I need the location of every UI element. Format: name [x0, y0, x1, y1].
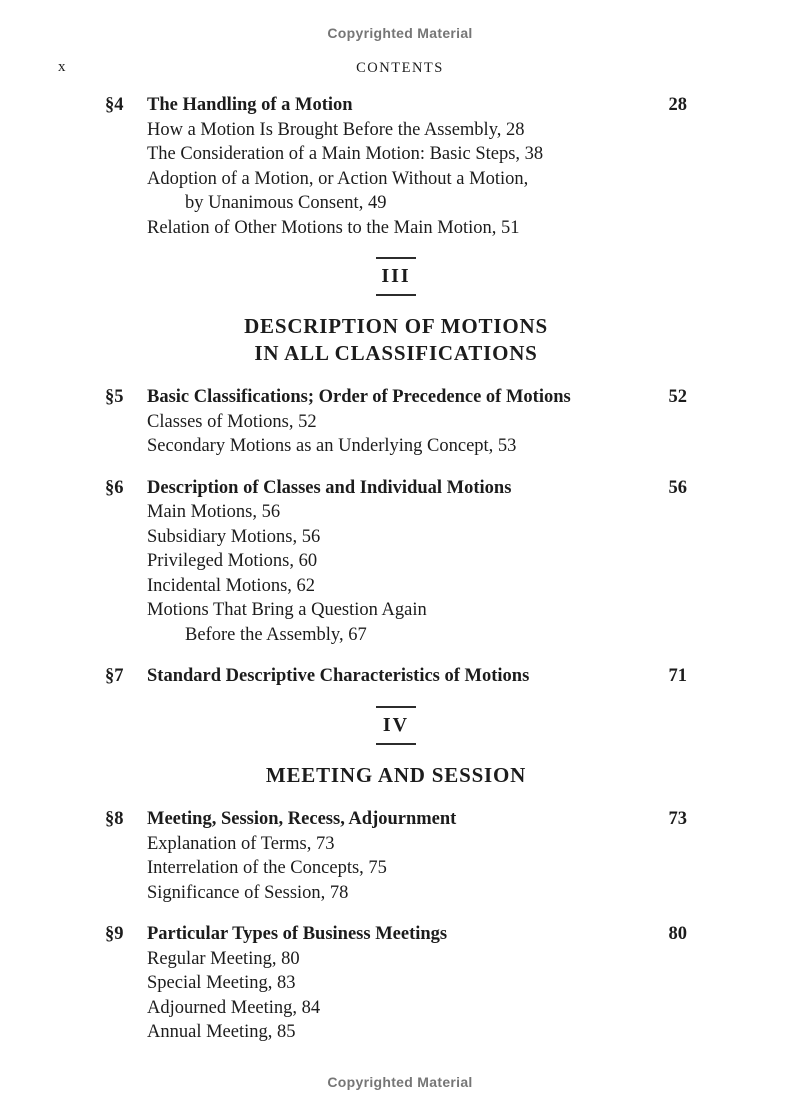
entry-heading: [105, 664, 687, 689]
toc-entry: [105, 385, 687, 459]
copyright-notice-bottom: Copyrighted Material: [327, 1074, 473, 1090]
copyright-notice-top: Copyrighted Material: [327, 25, 473, 41]
entry-title: Meeting, Session, Recess, Adjournment: [147, 809, 457, 829]
entry-number: §9: [105, 924, 124, 944]
subentry-line: Secondary Motions as an Underlying Concept, 53: [147, 436, 517, 456]
subentry-line: Before the Assembly, 67: [185, 624, 367, 645]
entry-number: §7: [105, 666, 124, 686]
subentry-line: by Unanimous Consent, 49: [185, 193, 387, 213]
entry-number: §6: [105, 477, 124, 498]
part-divider: [105, 257, 687, 296]
entry-number: §4: [105, 95, 124, 115]
part-title: [105, 313, 687, 366]
subentry-line: Relation of Other Motions to the Main Motion, 51: [147, 217, 520, 238]
toc-entry: [105, 93, 687, 240]
entry-page-number: 73: [668, 809, 687, 829]
entry-heading: [105, 807, 687, 832]
part-numeral: IV: [382, 713, 410, 736]
subentry-line: Explanation of Terms, 73: [147, 833, 335, 854]
subentry-line: Incidental Motions, 62: [147, 575, 316, 596]
entry-title: The Handling of a Motion: [147, 95, 353, 115]
part-numeral: III: [381, 265, 411, 287]
subentry-line: Interrelation of the Concepts, 75: [147, 858, 387, 878]
entry-page-number: 56: [668, 477, 687, 498]
part-rule-bottom: [376, 294, 416, 296]
entry-page-number: 28: [668, 95, 687, 115]
entry-number: §5: [105, 387, 124, 407]
subentry-line: Classes of Motions, 52: [147, 411, 317, 432]
entry-heading: [105, 476, 687, 501]
toc-entry: [105, 476, 687, 648]
part-title: [105, 762, 687, 789]
entry-heading: [105, 385, 687, 410]
part-title-line: MEETING AND SESSION: [265, 762, 527, 787]
part-title-line: DESCRIPTION OF MOTIONS: [244, 314, 548, 338]
toc-entry: [105, 922, 687, 1045]
part-divider: [105, 706, 687, 745]
page-number: x: [58, 59, 66, 75]
subentry-line: Main Motions, 56: [147, 502, 281, 522]
entry-heading: [105, 93, 687, 118]
subentry-line: Annual Meeting, 85: [147, 1022, 296, 1042]
subentry-line: Privileged Motions, 60: [147, 551, 318, 571]
entry-page-number: 52: [668, 387, 687, 407]
toc-list: [105, 93, 687, 1062]
entry-number: §8: [105, 809, 124, 829]
entry-page-number: 71: [668, 666, 687, 686]
subentry-line: Adoption of a Motion, or Action Without a Motion,: [147, 168, 529, 189]
entry-heading: [105, 922, 687, 947]
toc-entry: [105, 807, 687, 905]
entry-title: Description of Classes and Individual Motions: [147, 477, 512, 498]
entry-page-number: 80: [668, 924, 687, 944]
subentry-line: Significance of Session, 78: [147, 882, 349, 903]
running-header: CONTENTS: [356, 60, 444, 76]
entry-title: Basic Classifications; Order of Precedence of Motions: [147, 387, 571, 407]
subentry-line: How a Motion Is Brought Before the Assembly, 28: [147, 119, 525, 140]
subentry-line: Motions That Bring a Question Again: [147, 600, 427, 620]
entry-title: Standard Descriptive Characteristics of Motions: [147, 666, 530, 686]
subentry-line: Subsidiary Motions, 56: [147, 526, 321, 547]
part-title-line: IN ALL CLASSIFICATIONS: [254, 340, 538, 365]
subentry-line: The Consideration of a Main Motion: Basic Steps, 38: [147, 144, 544, 164]
toc-entry: [105, 664, 687, 689]
entry-title: Particular Types of Business Meetings: [147, 924, 448, 944]
subentry-line: Special Meeting, 83: [147, 973, 296, 993]
part-rule-bottom: [376, 743, 416, 745]
subentry-line: Adjourned Meeting, 84: [147, 997, 321, 1018]
subentry-line: Regular Meeting, 80: [147, 948, 300, 969]
